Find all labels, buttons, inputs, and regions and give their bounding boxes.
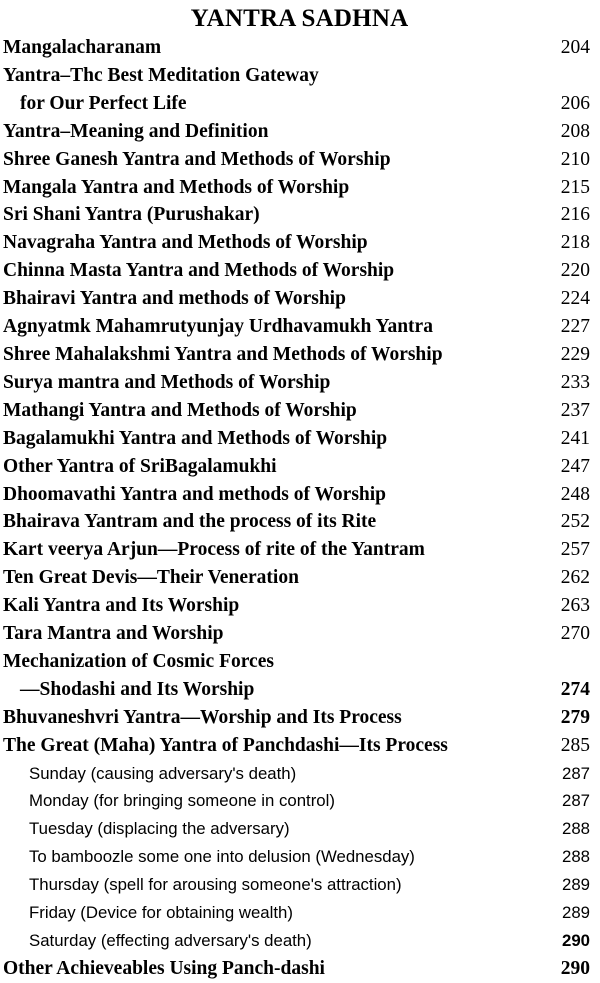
toc-entry-title — [3, 760, 544, 788]
toc-entry-page-number: 274 — [560, 678, 590, 700]
toc-entry-title-text: Other Yantra of SriBagalamukhi — [3, 455, 277, 477]
toc-entry-page-number: 247 — [560, 455, 590, 477]
toc-entry-title — [3, 481, 544, 509]
toc-entry-title-text: To bamboozle some one into delusion (Wednesday) — [29, 847, 415, 867]
toc-entry — [3, 285, 590, 313]
toc-entry-title-text: Sri Shani Yantra (Purushakar) — [3, 204, 260, 226]
toc-entry-page-number: 257 — [560, 539, 590, 561]
toc-entry-title — [3, 955, 544, 983]
toc-entry-title — [3, 313, 544, 341]
toc-subentry — [3, 760, 590, 788]
toc-entry-title — [3, 871, 544, 899]
toc-entry-title — [3, 592, 544, 620]
toc-subentry — [3, 815, 590, 843]
toc-entry-title-text: Bhuvaneshvri Yantra—Worship and Its Process — [3, 706, 402, 728]
toc-entry — [3, 481, 590, 509]
toc-entry-title — [3, 732, 544, 760]
toc-entry-title-text: Friday (Device for obtaining wealth) — [29, 903, 293, 923]
toc-entry-title-text: Surya mantra and Methods of Worship — [3, 371, 331, 393]
toc-entry-page-number: 263 — [560, 595, 590, 617]
toc-entry-page-number: 288 — [562, 847, 590, 867]
toc-entry-title-text: Agnyatmk Mahamrutyunjay Urdhavamukh Yantra — [3, 316, 433, 338]
toc-entry-title — [3, 285, 544, 313]
toc-entry-title — [3, 508, 544, 536]
toc-entry — [3, 592, 590, 620]
toc-entry-page-number: 290 — [560, 957, 590, 979]
toc-entry-page-number: 262 — [560, 567, 590, 589]
toc-entry-title — [3, 787, 544, 815]
toc-entry-title-text: Mangala Yantra and Methods of Worship — [3, 176, 350, 198]
toc-entry-page-number: 210 — [560, 148, 590, 170]
toc-entry-title — [3, 118, 544, 146]
toc-entry-page-number: 220 — [560, 260, 590, 282]
toc-entry-title-text: Shree Ganesh Yantra and Methods of Worship — [3, 148, 391, 170]
toc-entry-page-number: 204 — [560, 37, 590, 58]
toc-subentry — [3, 899, 590, 927]
toc-entry-page-number: 290 — [562, 931, 590, 950]
toc-entry-title — [3, 843, 544, 871]
toc-entry-title — [3, 648, 544, 704]
toc-entry-page-number: 279 — [560, 706, 590, 728]
toc-entry — [3, 620, 590, 648]
toc-entry-title — [3, 174, 544, 202]
toc-entry-page-number: 248 — [560, 483, 590, 505]
toc-entry-title-text: Chinna Masta Yantra and Methods of Worship — [3, 260, 395, 282]
toc-entry-title — [3, 704, 544, 732]
toc-entry-title-text: Mangalacharanam — [3, 37, 162, 58]
toc-entry-page-number: 216 — [560, 204, 590, 226]
toc-entry-title-text: Ten Great Devis—Their Veneration — [3, 567, 299, 589]
toc-entry-title — [3, 564, 544, 592]
toc-entry — [3, 397, 590, 425]
toc-entry-page-number: 208 — [560, 120, 590, 142]
toc-entry-title — [3, 927, 544, 955]
toc-entry — [3, 369, 590, 397]
toc-entry-title-text: Kart veerya Arjun—Process of rite of the Yantram — [3, 539, 425, 561]
toc-entry-title — [3, 369, 544, 397]
toc-entry-title-text: Dhoomavathi Yantra and methods of Worship — [3, 483, 387, 505]
toc-entry — [3, 34, 590, 62]
toc-entry-page-number: 252 — [560, 511, 590, 533]
toc-subentry — [3, 927, 590, 955]
toc-entry-page-number: 289 — [562, 903, 590, 923]
toc-entry-page-number: 233 — [560, 371, 590, 393]
toc-entry-title-text: Kali Yantra and Its Worship — [3, 595, 240, 617]
toc-entry-page-number: 229 — [560, 343, 590, 365]
toc-entry — [3, 229, 590, 257]
toc-entry-title-text: Bhairava Yantram and the process of its Rite — [3, 511, 377, 533]
toc-entry — [3, 313, 590, 341]
toc-entry-page-number: 218 — [560, 232, 590, 254]
toc-entry — [3, 201, 590, 229]
toc-entry-title-text: Other Achieveables Using Panch-dashi — [3, 957, 325, 979]
toc-entry — [3, 118, 590, 146]
toc-entry-title — [3, 34, 544, 62]
toc-entry-title-text: Navagraha Yantra and Methods of Worship — [3, 232, 368, 254]
toc-entry — [3, 955, 590, 983]
toc-entry-page-number: 285 — [560, 734, 590, 756]
toc-entry-title — [3, 257, 544, 285]
toc-entry-title-text: Mathangi Yantra and Methods of Worship — [3, 399, 357, 421]
toc-entry-title-text: Bhairavi Yantra and methods of Worship — [3, 288, 346, 310]
toc-entry-page-number: 287 — [562, 763, 590, 783]
toc-entry-title-text: Yantra–Thc Best Meditation Gateway — [3, 64, 319, 86]
toc-entry — [3, 564, 590, 592]
toc-entry-title — [3, 341, 544, 369]
toc-entry — [3, 732, 590, 760]
toc-entry-page-number: 206 — [560, 92, 590, 114]
toc-entry-title — [3, 536, 544, 564]
toc-entry-title-text: Yantra–Meaning and Definition — [3, 120, 269, 142]
toc-entry — [3, 508, 590, 536]
toc-entry — [3, 453, 590, 481]
toc-entry — [3, 648, 590, 704]
toc-entry-title — [3, 899, 544, 927]
toc-entry-title — [3, 201, 544, 229]
toc-entry-title-text: The Great (Maha) Yantra of Panchdashi—Its Process — [3, 734, 448, 756]
toc-entry-page-number: 287 — [562, 791, 590, 811]
toc-entry-title — [3, 62, 544, 118]
toc-entry — [3, 174, 590, 202]
section-heading: YANTRA SADHNA — [190, 5, 409, 32]
toc-entry-page-number: 237 — [560, 399, 590, 421]
toc-entry-title — [3, 146, 544, 174]
toc-entry-page-number: 224 — [560, 288, 590, 310]
toc-entry-title-text: Bagalamukhi Yantra and Methods of Worship — [3, 427, 388, 449]
toc-subentry — [3, 843, 590, 871]
toc-entry-title-text: Monday (for bringing someone in control) — [29, 791, 335, 811]
toc-entry-page-number: 289 — [562, 875, 590, 895]
toc-entry-title — [3, 620, 544, 648]
toc-entry — [3, 257, 590, 285]
toc-entry-title-text: Tuesday (displacing the adversary) — [29, 819, 290, 839]
toc-entry-page-number: 215 — [560, 176, 590, 198]
toc-entry-page-number: 270 — [560, 623, 590, 645]
toc-entry-title-continuation: —Shodashi and Its Worship — [20, 678, 255, 700]
toc-subentry — [3, 871, 590, 899]
toc-entry-title-text: Saturday (effecting adversary's death) — [29, 931, 312, 950]
toc-entry-title — [3, 397, 544, 425]
toc-entry-page-number: 241 — [560, 427, 590, 449]
toc-entry — [3, 536, 590, 564]
toc-entry-page-number: 227 — [560, 316, 590, 338]
toc-entry-title — [3, 229, 544, 257]
toc-entry-title — [3, 453, 544, 481]
toc-subentry — [3, 787, 590, 815]
toc-entry-title-text: Thursday (spell for arousing someone's attraction) — [29, 875, 402, 895]
toc-entry — [3, 704, 590, 732]
toc-entry — [3, 341, 590, 369]
toc-entry-title-text: Mechanization of Cosmic Forces — [3, 650, 274, 672]
toc-entry-title — [3, 815, 544, 843]
toc-entry-title-continuation: for Our Perfect Life — [20, 92, 187, 114]
toc-entry-title — [3, 425, 544, 453]
toc-entry-title-text: Shree Mahalakshmi Yantra and Methods of Worship — [3, 343, 443, 365]
table-of-contents — [3, 34, 590, 983]
toc-entry-page-number: 288 — [562, 819, 590, 839]
toc-entry-title-text: Tara Mantra and Worship — [3, 623, 224, 645]
toc-entry — [3, 146, 590, 174]
toc-entry-title-text: Sunday (causing adversary's death) — [29, 763, 297, 783]
toc-entry — [3, 425, 590, 453]
toc-entry — [3, 62, 590, 118]
